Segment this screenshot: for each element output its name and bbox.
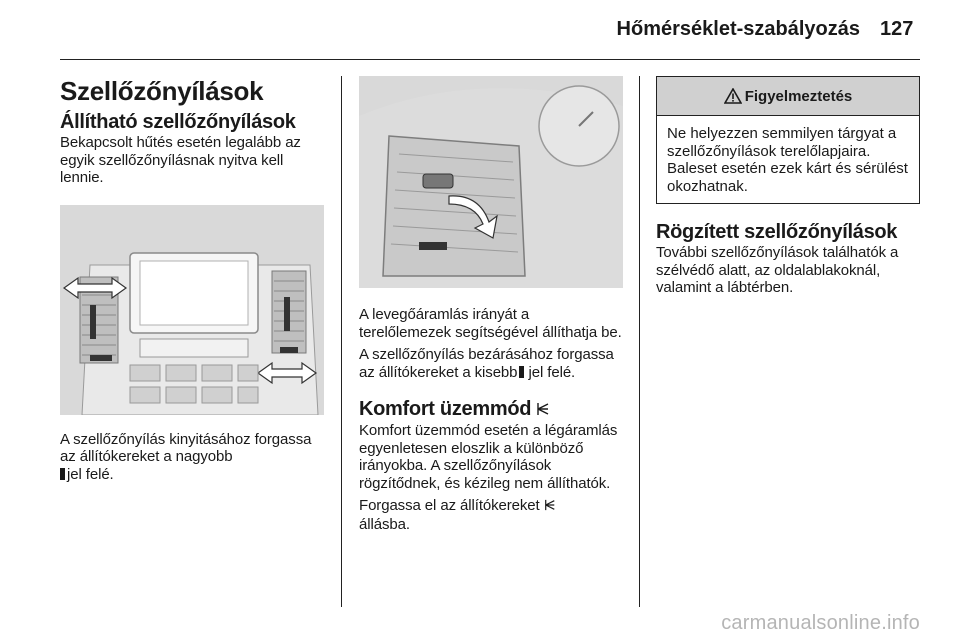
page-number: 127 [880, 18, 914, 40]
column-middle [359, 76, 623, 533]
fixed-vents-title: Rögzített szellőzőnyílások [656, 221, 898, 243]
running-header-title: Hőmérséklet-szabályozás [616, 18, 860, 40]
vent-closeup-drawing [359, 76, 623, 288]
close-vent-text-end: jel felé. [528, 363, 576, 381]
comfort-mode-title: Komfort üzemmód [359, 398, 532, 420]
section-title: Szellőzőnyílások [60, 76, 264, 106]
warning-box [656, 76, 920, 204]
subsection-title-adjustable: Állítható szellőzőnyílások [60, 111, 296, 133]
open-vent-text-end: jel felé. [67, 465, 114, 483]
warning-text: Ne helyezzen semmilyen tárgyat a szellőzőnyílások terelőlapjaira. Baleset esetén ezek kárt és sérülést okozhatnak. [667, 125, 908, 195]
column-divider [341, 76, 342, 607]
comfort-mode-paragraph: Komfort üzemmód esetén a légáramlás egyenletesen eloszlik a különböző irányokba. A szellőzőnyílások rögzítődnek, és kézileg nem állíthatók. [359, 422, 618, 492]
airflow-paragraph: A levegőáramlás irányát a terelőlemezek segítségével állíthatja be. [359, 306, 622, 341]
comfort-instruction-end: állásba. [359, 515, 410, 533]
fixed-vents-paragraph: További szellőzőnyílások találhatók a szélvédő alatt, az oldalablakoknál, valamint a lábtérben. [656, 244, 899, 296]
thumbwheel-mark-icon [519, 366, 524, 378]
comfort-mode-icon [536, 398, 550, 422]
thumbwheel-mark-icon [60, 468, 65, 480]
intro-paragraph: Bekapcsolt hűtés esetén legalább az egyik szellőzőnyílásnak nyitva kell lennie. [60, 134, 301, 186]
column-right [656, 76, 920, 297]
comfort-mode-icon [544, 498, 556, 516]
comfort-instruction-paragraph [359, 497, 623, 533]
warning-header [657, 77, 919, 116]
column-left [60, 76, 325, 483]
close-vent-text: A szellőzőnyílás bezárásához forgassa az állítókereket a kisebb [359, 346, 614, 381]
header-rule [60, 59, 920, 60]
footer-watermark: carmanualsonline.info [721, 612, 920, 634]
open-vent-paragraph [60, 431, 325, 484]
dashboard-vents-drawing [60, 205, 324, 415]
dashboard-vents-illustration [60, 205, 324, 415]
close-vent-paragraph [359, 346, 623, 381]
warning-triangle-icon [724, 88, 742, 104]
open-vent-text: A szellőzőnyílás kinyitásához forgassa az állítókereket a nagyobb [60, 430, 312, 465]
comfort-mode-heading [359, 397, 623, 422]
warning-title: Figyelmeztetés [744, 87, 853, 105]
column-divider [639, 76, 640, 607]
vent-closeup-illustration [359, 76, 623, 288]
comfort-instruction-text: Forgassa el az állítókereket [359, 497, 540, 514]
